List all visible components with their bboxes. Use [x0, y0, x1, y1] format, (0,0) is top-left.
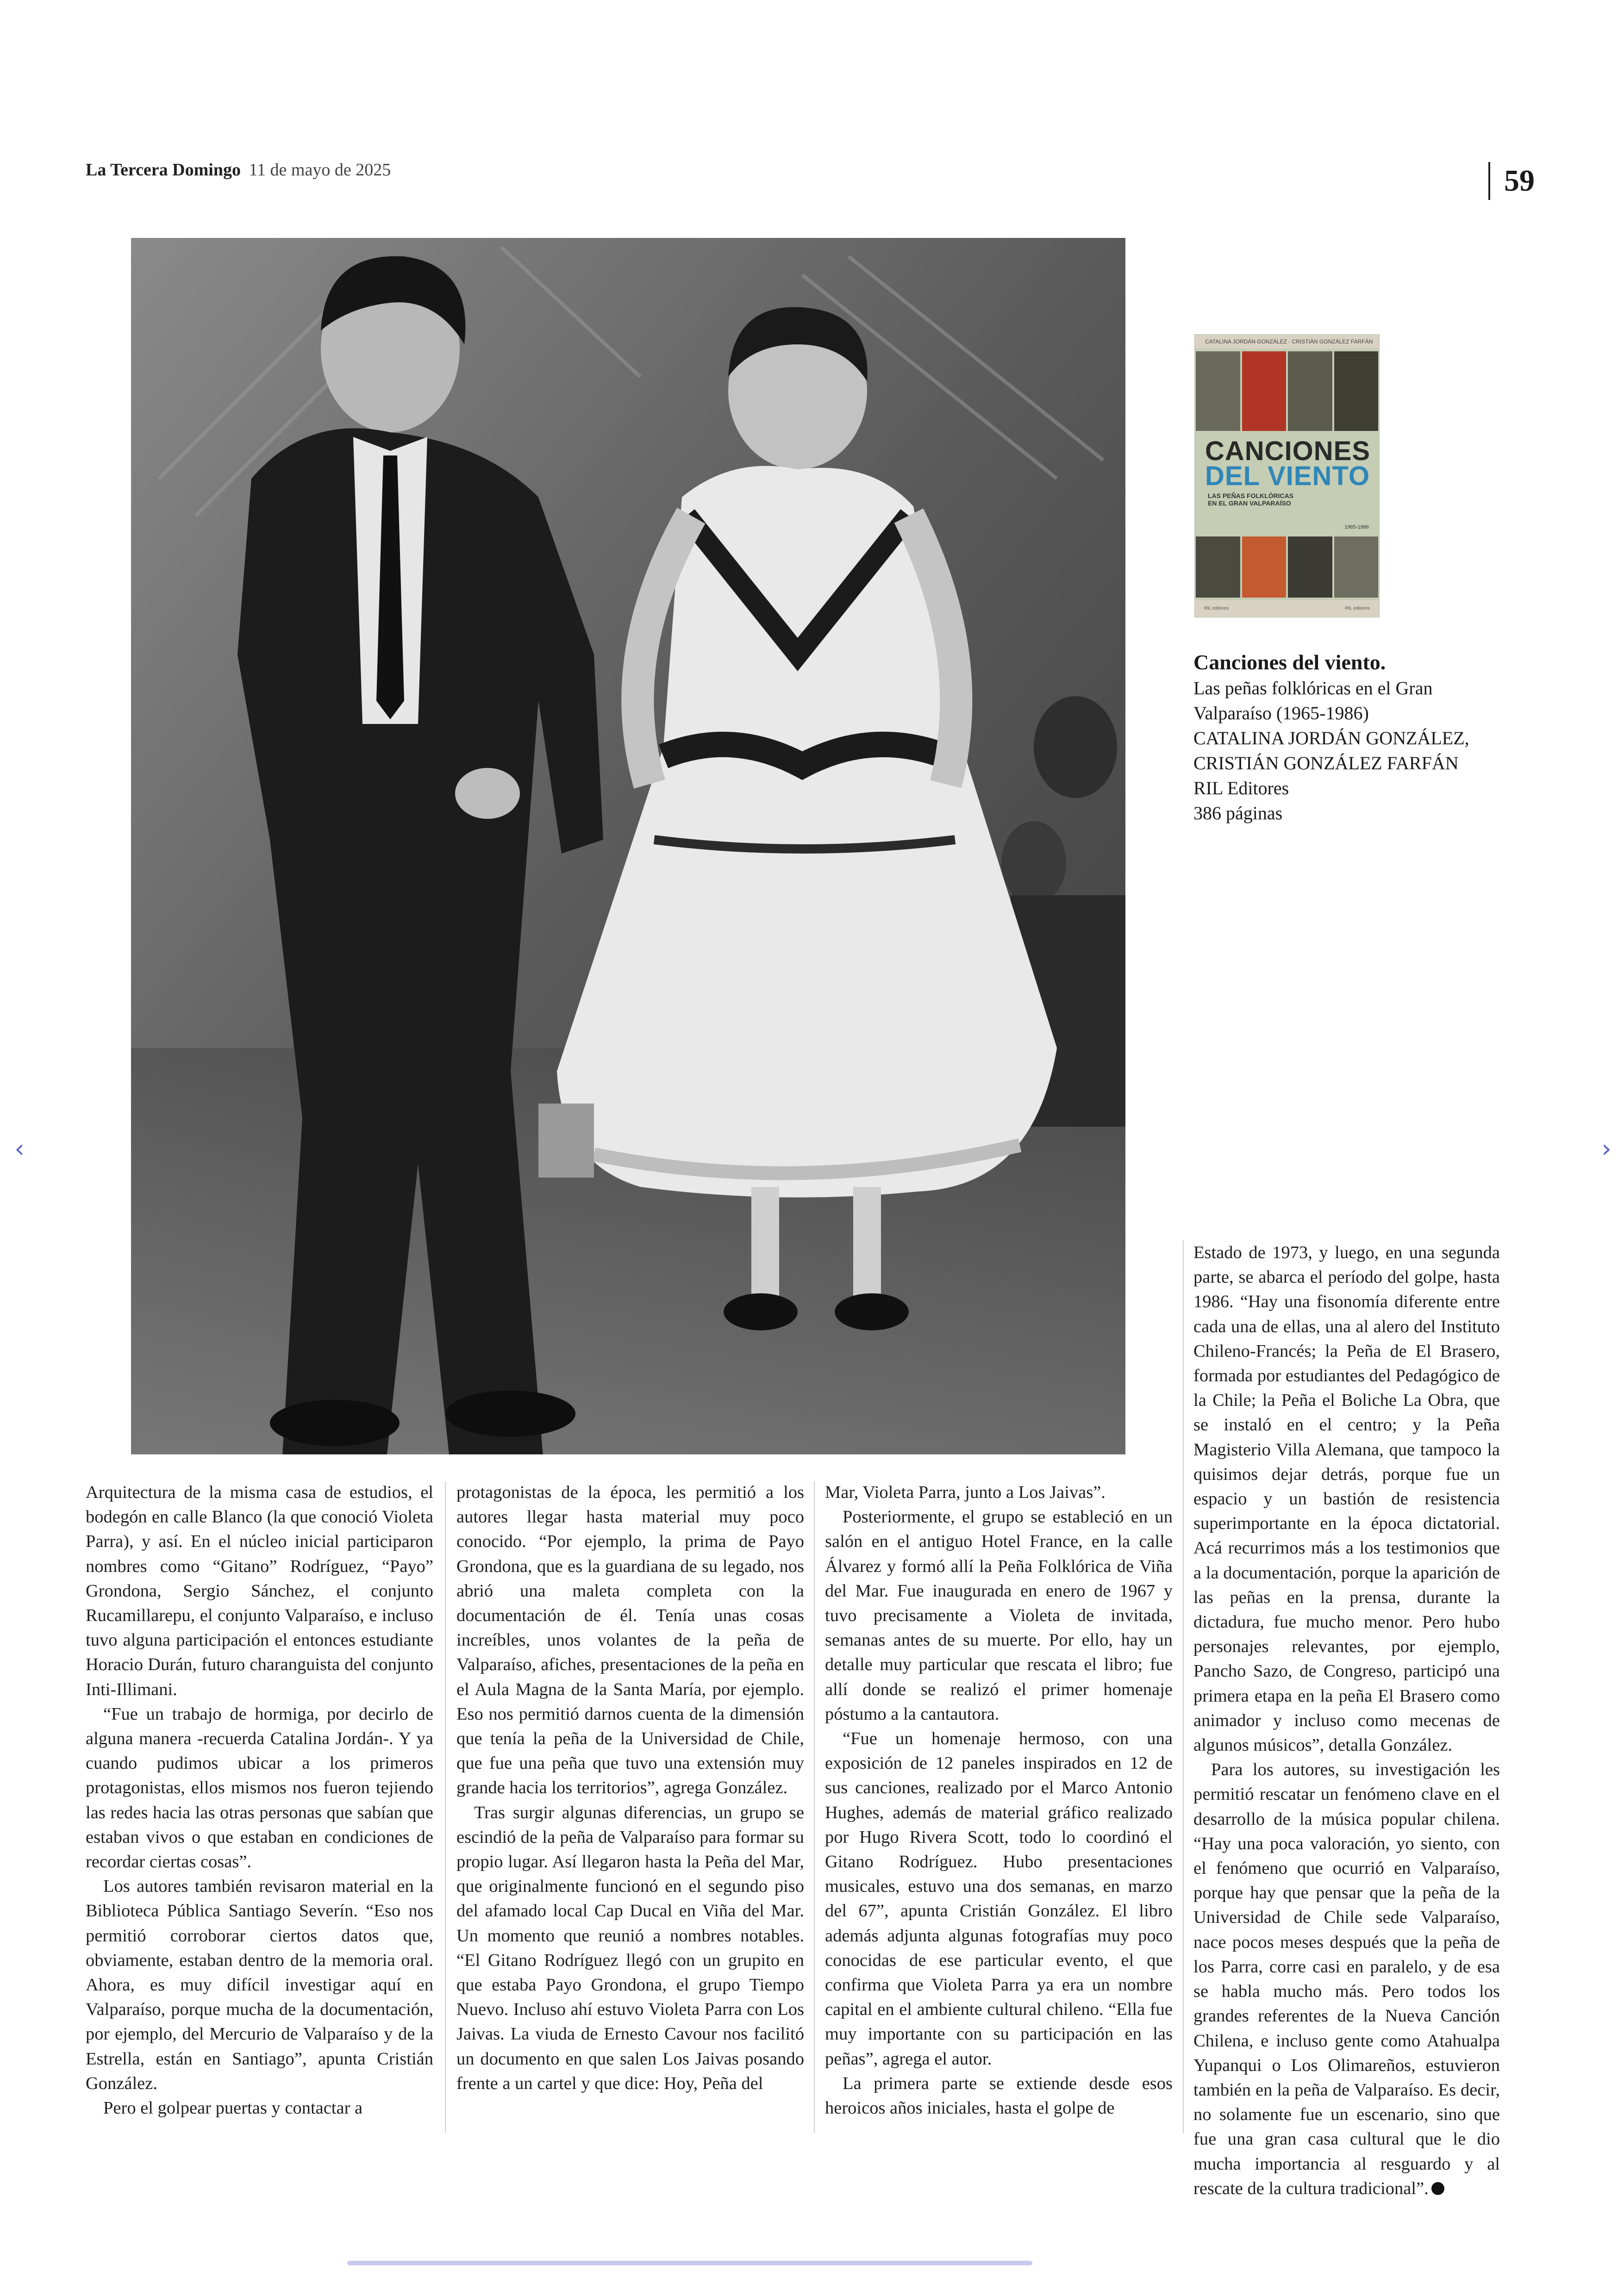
- cover-photo-tile: [1288, 351, 1332, 431]
- article-paragraph: Tras surgir algunas diferencias, un grupo se escindió de la peña de Valparaíso para formar su propio lugar. Así llegaron hasta la Peña del Mar, que originalmente funcionó en el segundo piso del afamado local Cap Ducal en Viña del Mar. Un momento que reunió a nombres notables. “El Gitano Rodríguez llegó con un grupito en que estaba Payo Grondona, el grupo Tiempo Nuevo. Incluso ahí estuvo Violeta Parra con Los Jaivas. La viuda de Ernesto Cavour nos facilitó un documento en que salen Los Jaivas posando frente a un cartel y que dice: Hoy, Peña del: [456, 1802, 804, 2093]
- cover-authors: CATALINA JORDÁN GONZÁLEZ · CRISTIÁN GONZÁLEZ FARFÁN: [1205, 338, 1373, 345]
- cover-publisher-right: RIL editores: [1345, 606, 1370, 611]
- page-header: [86, 160, 391, 180]
- article-paragraph: protagonistas de la época, les permitió a los autores llegar hasta material muy poco conocido. “Por ejemplo, la prima de Payo Grondona, que es la guardiana de su legado, nos abrió una maleta completa con la documentación de él. Tenía unas cosas increíbles, unos volantes de la peña de Valparaíso, afiches, presentaciones de la peña en el Aula Magna de la Santa María, por ejemplo. Eso nos permitió darnos cuenta de la dimensión que tenía la peña de la Universidad de Chile, que fue una peña que tuvo una extensión muy grande hacia los territorios”, agrega González.: [456, 1483, 804, 1798]
- book-author: CATALINA JORDÁN GONZÁLEZ,: [1193, 728, 1469, 748]
- article-column-2: [456, 1480, 804, 2096]
- article-paragraph: Pero el golpear puertas y contactar a: [103, 2098, 363, 2118]
- column-divider: [814, 1481, 815, 2133]
- cover-subtitle: [1208, 492, 1293, 507]
- book-info: [1193, 649, 1490, 826]
- article-paragraph: Estado de 1973, y luego, en una segunda parte, se abarca el período del golpe, hasta 1986. “Hay una fisonomía diferente entre cada una de ellas, una al alero del Instituto Chileno-Francés; la Peña de El Brasero, formada por estudiantes del Pedagógico de la Chile; la Peña el Boliche La Obra, que se instaló en el centro; y la Peña Magisterio Villa Alemana, que tampoco la quisimos dejar detrás, porque fue un espacio y un bastión de resistencia superimportante en la época dictatorial. Acá recurrimos más a los testimonios que a la documentación, porque la aparición de las peñas en la prensa, durante la dictadura, fue mucho menor. Pero hubo personajes relevantes, por ejemplo, Pancho Sazo, de Congreso, participó una primera etapa en la peña El Brasero como animador y incluso como mecenas de algunos músicos”, detalla González.: [1193, 1243, 1500, 1755]
- column-divider: [445, 1481, 446, 2133]
- dancers-photo-illustration: [131, 238, 1125, 1454]
- article-closing-text: Para los autores, su investigación les permitió rescatar un fenómeno clave en el desarrollo de la música popular chilena. “Hay una poca valoración, yo siento, con el fenómeno que ocurrió en Valparaíso, porque hay que pensar que la peña de la Universidad de Chile sede Valparaíso, nace pocos meses después que la peña de los Parra, corre casi en paralelo, y de esa se habla mucho más. Pero todos los grandes referentes de la Nueva Canción Chilena, e incluso gente como Atahualpa Yupanqui o Los Olimareños, estuvieron también en la peña de Valparaíso. Es decir, no solamente fue un escenario, sino que fue una gran casa cultural que le dio mucha importancia al resguardo y al rescate de la cultura tradicional”.: [1193, 1760, 1500, 2198]
- end-of-article-mark: [1431, 2182, 1444, 2195]
- article-paragraph: “Fue un homenaje hermoso, con una exposición de 12 paneles inspirados en 12 de sus canciones, realizado por el Marco Antonio Hughes, además de material gráfico realizado por Hugo Rivera Scott, todo lo coordinó el Gitano Rodríguez. Hubo presentaciones musicales, estuvo una dos semanas, en marzo del 67”, apunta Cristián González. El libro además adjunta algunas fotografías muy poco conocidas de ese particular evento, el que confirma que Violeta Parra ya era un nombre capital en el ambiente cultural chileno. “Ella fue muy importante con su participación en las peñas”, agrega el autor.: [825, 1729, 1173, 2069]
- cover-footer: [1195, 600, 1379, 617]
- cover-subtitle-line2: EN EL GRAN VALPARAÍSO: [1208, 499, 1291, 507]
- column-divider: [1183, 1241, 1184, 2133]
- cover-photo-strip-top: [1195, 349, 1379, 433]
- cover-photo-tile: [1334, 351, 1379, 431]
- article-paragraph: [1193, 1758, 1500, 2201]
- article-paragraph: Mar, Violeta Parra, junto a Los Jaivas”.: [825, 1483, 1106, 1502]
- cover-photo-tile: [1242, 351, 1287, 431]
- article-column-3: [825, 1480, 1173, 2120]
- book-cover: [1194, 334, 1380, 617]
- publication-name: La Tercera Domingo: [86, 160, 241, 180]
- book-subtitle-line1: Las peñas folklóricas en el Gran: [1193, 678, 1433, 698]
- cover-photo-tile: [1334, 536, 1379, 598]
- book-subtitle-line2: Valparaíso (1965-1986): [1193, 703, 1369, 723]
- dancers-photo: [131, 238, 1125, 1454]
- cover-photo-tile: [1242, 536, 1287, 598]
- page-number: 59: [1488, 162, 1535, 200]
- book-author: CRISTIÁN GONZÁLEZ FARFÁN: [1193, 753, 1459, 773]
- book-publisher: RIL Editores: [1193, 778, 1289, 798]
- article-paragraph: Arquitectura de la misma casa de estudios, el bodegón en calle Blanco (la que conoció Violeta Parra), y así. En el núcleo inicial participaron nombres como “Gitano” Rodríguez, “Payo” Grondona, Sergio Sánchez, el conjunto Rucamillarepu, el conjunto Valparaíso, e incluso tuvo alguna participación el entonces estudiante Horacio Durán, futuro charanguista del conjunto Inti-Illimani.: [86, 1483, 433, 1699]
- cover-photo-tile: [1196, 351, 1240, 431]
- previous-page-arrow-icon[interactable]: ‹: [14, 1134, 25, 1163]
- article-paragraph: “Fue un trabajo de hormiga, por decirlo de alguna manera -recuerda Catalina Jordán-. Y ya cuando pudimos ubicar a los primeros protagonistas, ellos mismos nos fueron tejiendo las redes hacia las otras personas que sabían que estaban vivos o que estaban en condiciones de recordar ciertas cosas”.: [86, 1704, 433, 1872]
- article-paragraph: Los autores también revisaron material en la Biblioteca Pública Santiago Severín. “Eso nos permitió corroborar ciertos datos que, obviamente, estaban dentro de la memoria oral. Ahora, es muy difícil investigar aquí en Valparaíso, porque mucha de la documentación, por ejemplo, del Mercurio de Valparaíso y de la Estrella, están en Santiago”, apunta Cristián González.: [86, 1877, 433, 2093]
- cover-title-line2: DEL VIENTO: [1205, 461, 1370, 491]
- article-column-4: [1193, 1241, 1500, 2201]
- cover-subtitle-line1: LAS PEÑAS FOLKLÓRICAS: [1208, 492, 1294, 499]
- cover-publisher-left: RIL editores: [1204, 606, 1229, 611]
- article-column-1: [86, 1480, 433, 2120]
- article-paragraph: La primera parte se extiende desde esos heroicos años iniciales, hasta el golpe de: [825, 2073, 1173, 2118]
- book-page-count: 386 páginas: [1193, 803, 1283, 823]
- next-page-arrow-icon[interactable]: ›: [1601, 1134, 1612, 1163]
- cover-years: 1965-1986: [1344, 524, 1369, 530]
- cover-photo-tile: [1196, 536, 1240, 598]
- publication-date: 11 de mayo de 2025: [249, 160, 391, 180]
- cover-photo-strip-bottom: [1195, 535, 1379, 599]
- cover-photo-tile: [1288, 536, 1332, 598]
- book-title: Canciones del viento.: [1193, 650, 1386, 674]
- cover-title-line1: CANCIONES: [1205, 436, 1371, 466]
- article-paragraph: Posteriormente, el grupo se estableció en un salón en el antiguo Hotel France, en la calle Álvarez y formó allí la Peña Folklórica de Viña del Mar. Fue inaugurada en enero de 1967 y tuvo precisamente a Violeta de invitada, semanas antes de su muerte. Por ello, hay un detalle muy particular que rescata el libro; fue allí donde se realizó el primer homenaje póstumo a la cantautora.: [825, 1507, 1173, 1724]
- horizontal-scrollbar[interactable]: [347, 2261, 1032, 2265]
